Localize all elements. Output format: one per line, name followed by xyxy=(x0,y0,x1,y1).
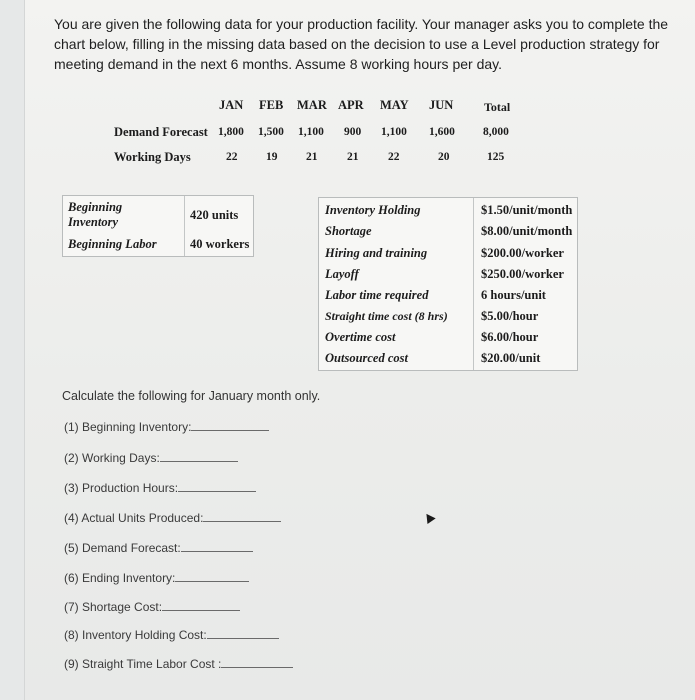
working-days-label: Working Days xyxy=(114,150,191,164)
demand-jun: 1,600 xyxy=(429,126,455,138)
cost-value-straight-time: $5.00/hour xyxy=(481,309,539,323)
question-label: (5) Demand Forecast: xyxy=(64,541,181,555)
days-total: 125 xyxy=(487,151,505,163)
cost-label-overtime: Overtime cost xyxy=(325,330,396,344)
month-header-mar: MAR xyxy=(297,98,327,112)
demand-total: 8,000 xyxy=(483,126,509,138)
question-label: (9) Straight Time Labor Cost : xyxy=(64,657,222,671)
cost-label-outsourced: Outsourced cost xyxy=(325,351,408,365)
answer-blank[interactable] xyxy=(162,601,240,611)
days-jan: 22 xyxy=(226,151,238,163)
cost-value-overtime: $6.00/hour xyxy=(481,330,539,344)
question-production-hours xyxy=(64,481,256,495)
beginning-inventory-label-line2: Inventory xyxy=(68,215,118,229)
days-mar: 21 xyxy=(306,151,318,163)
cost-value-labor-time: 6 hours/unit xyxy=(481,288,546,302)
cost-value-outsourced: $20.00/unit xyxy=(481,351,541,365)
calc-instructions: Calculate the following for January month only. xyxy=(62,389,321,403)
cost-label-shortage: Shortage xyxy=(325,224,372,238)
demand-forecast-label: Demand Forecast xyxy=(114,125,208,139)
month-header-jan: JAN xyxy=(219,98,244,112)
question-inventory-holding-cost xyxy=(64,628,279,642)
month-header-apr: APR xyxy=(338,98,364,112)
question-actual-units-produced xyxy=(64,511,281,525)
starting-conditions-box xyxy=(62,195,254,257)
answer-blank[interactable] xyxy=(178,482,256,492)
demand-mar: 1,100 xyxy=(298,126,324,138)
answer-blank[interactable] xyxy=(203,512,281,522)
demand-apr: 900 xyxy=(344,126,362,138)
cost-label-inventory-holding: Inventory Holding xyxy=(325,203,421,217)
answer-blank[interactable] xyxy=(175,572,249,582)
answer-blank[interactable] xyxy=(160,452,238,462)
intro-paragraph: You are given the following data for your production facility. Your manager asks you to complete the chart below, filling in the missing data based on the decision to use a Level production strategy for meeting demand in the next 6 months. Assume 8 working hours per day. xyxy=(54,16,669,72)
question-label: (2) Working Days: xyxy=(64,451,160,465)
question-label: (7) Shortage Cost: xyxy=(64,600,163,614)
beginning-labor-label: Beginning Labor xyxy=(68,237,157,251)
question-label: (3) Production Hours: xyxy=(64,481,179,495)
beginning-inventory-value: 420 units xyxy=(190,208,239,222)
question-beginning-inventory xyxy=(64,420,269,434)
question-label: (8) Inventory Holding Cost: xyxy=(64,628,207,642)
cost-value-layoff: $250.00/worker xyxy=(481,267,564,281)
question-demand-forecast xyxy=(64,541,253,555)
question-shortage-cost xyxy=(64,600,240,614)
month-header-may: MAY xyxy=(380,98,409,112)
cost-label-labor-time: Labor time required xyxy=(325,288,429,302)
beginning-labor-value: 40 workers xyxy=(190,237,250,251)
question-label: (4) Actual Units Produced: xyxy=(64,511,204,525)
answer-blank[interactable] xyxy=(181,542,253,552)
days-may: 22 xyxy=(388,151,400,163)
cost-label-layoff: Layoff xyxy=(325,267,359,281)
demand-feb: 1,500 xyxy=(258,126,284,138)
cost-parameters-box xyxy=(318,197,578,371)
answer-blank[interactable] xyxy=(207,629,279,639)
question-label: (1) Beginning Inventory: xyxy=(64,420,192,434)
question-straight-time-labor-cost xyxy=(64,657,293,671)
days-apr: 21 xyxy=(347,151,359,163)
cost-value-inventory-holding: $1.50/unit/month xyxy=(481,203,573,217)
answer-blank[interactable] xyxy=(191,421,269,431)
cost-value-hiring: $200.00/worker xyxy=(481,246,564,260)
month-header-jun: JUN xyxy=(429,98,454,112)
beginning-inventory-label: Beginning xyxy=(68,200,123,214)
question-ending-inventory xyxy=(64,571,249,585)
total-header: Total xyxy=(484,100,511,114)
cost-label-hiring: Hiring and training xyxy=(325,246,428,260)
demand-may: 1,100 xyxy=(381,126,407,138)
question-label: (6) Ending Inventory: xyxy=(64,571,176,585)
days-jun: 20 xyxy=(438,151,450,163)
question-working-days xyxy=(64,451,238,465)
month-header-feb: FEB xyxy=(259,98,284,112)
cost-value-shortage: $8.00/unit/month xyxy=(481,224,573,238)
demand-jan: 1,800 xyxy=(218,126,244,138)
answer-blank[interactable] xyxy=(221,658,293,668)
days-feb: 19 xyxy=(266,151,278,163)
cost-label-straight-time: Straight time cost (8 hrs) xyxy=(325,309,448,323)
